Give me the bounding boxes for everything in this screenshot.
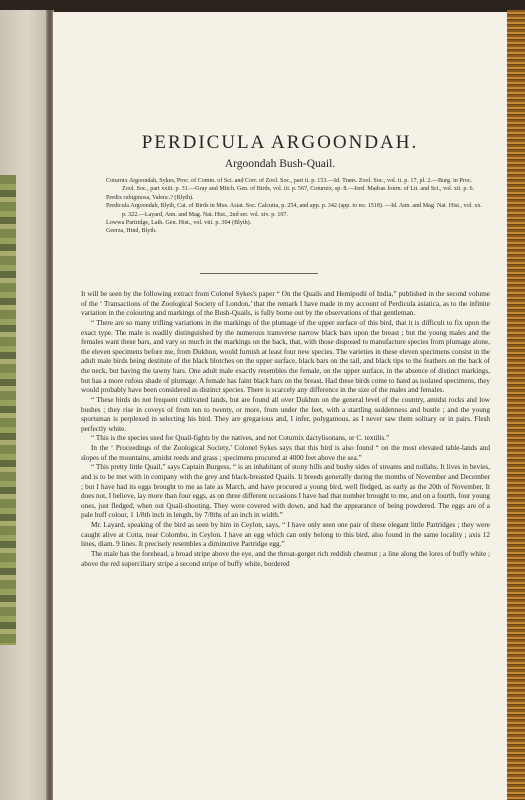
paragraph: The male has the forehead, a broad stripe above the eye, and the throat-gorget rich reddish chestnut ; a line along the lores of buffy white ; above the red superciliary stripe a second stripe of buffy white, bordered	[81, 549, 490, 568]
paragraph: “ This pretty little Quail,” says Captain Burgess, “ is an inhabitant of stony hills and bushy sides of streams and nullahs. It lives in bevies, and is to be met with in company with the grey and black-breasted Quails. It breeds generally during the months of November and December ; but I have had its eggs brought to me as late as March, and have procured a young bird, well fledged, as early as the 20th of November. It does not, I believe, lay more than four eggs, as on three different occasions I have had that number brought to me, and on a fourth, four young ones, just fledged, when out Quail-shooting. They were covered with down, and had the appearance of being powdered. The eggs are of a pale buff colour, 1 1/8th inch in length, by 7/8ths of an inch in width.”	[81, 463, 490, 520]
plate-leaf-edge	[0, 175, 16, 645]
paragraph: It will be seen by the following extract from Colonel Sykes's paper “ On the Quails and Hemipodii of India,” published in the second volume of the ‘ Transactions of the Zoological Society of London,’ that the remark I have made in my account of Perdicula asiatica, as to the infinite variation in the colouring and markings of the Bush-Quails, is fully borne out by the observations of that gentleman.	[81, 290, 490, 318]
paragraph: In the ‘ Proceedings of the Zoological Society,’ Colonel Sykes says that this bird is also found “ on the most elevated table-lands and slopes of the mountains, amidst reeds and grass ; specimens procured at 4000 feet above the sea.”	[81, 444, 490, 462]
paragraph: “ These birds do not frequent cultivated lands, but are found all over Dukhun on the general level of the country, amidst rocks and low bushes ; they rise in coveys of from ten to twenty, or more, from under the feet, with a startling suddenness and bustle ; and the young sportsman is perplexed in selecting his bird. They are gregarious and, I infer, polygamous, as I never saw them solitary or in pairs. Flesh perfectly white.	[81, 395, 490, 433]
synonym-entry: Lowwa Partridge, Lath. Gen. Hist., vol. viii. p. 304 (Blyth).	[106, 220, 252, 227]
body-text	[81, 290, 490, 569]
synonymy-list	[106, 177, 484, 236]
species-common-name: Argoondah Bush-Quail.	[224, 158, 336, 170]
synonym-entry: Coturnix Argoondah, Sykes, Proc. of Comm. of Sci. and Corr. of Zool. Soc., part ii. p. 153.—Id. Trans. Zool. Soc., vol. ii. p. 17, pl. 2.—Burg. in Proc. Zool. Soc., part xxiii. p. 31.—Gray and Mitch. Gen. of Birds, vol. iii. p. 567, Coturnix, sp. 8.—Jerd. Madras Journ. of Lit. and Sci., vol. xii. p. 6.	[106, 178, 475, 193]
paragraph: “ There are so many trifling variations in the markings of the plumage of the upper surface of this bird, that it is difficult to fix upon the exact type. The male is readily distinguished by the numerous transverse narrow black bars upon the breast ; but the young males and the females want these bars, and vary so much in the markings on the back, that, with those disposed to manufacture species from plumage alone, the eleven specimens before me, from Dukhun, would furnish at least four new species. The varieties in these eleven specimens consist in the adult male birds being destitute of the black blotches on the upper surface, black bars on the tail, and black tips to the feathers on the back of the neck, but having the tawny bars. One adult male exactly resembles the female, on the upper surface, in the absence of distinct markings, but has a more rufous shade of plumage. A female has faint black bars on the breast. Had these birds come to hand as isolated specimens, they would probably have been considered as distinct species. There is scarcely any difference in the size of the males and females.	[81, 318, 490, 395]
synonym-entry: Perdix rubiginosa, Valenc.? (Blyth).	[106, 194, 194, 201]
section-divider	[200, 273, 318, 274]
synonym-entry: Perdicula Argoondah, Blyth, Cat. of Birds in Mus. Asiat. Soc. Calcutta, p. 254, and app. p. 342 (app. to no. 1518). —Id. Ann. and Mag. Nat. Hist., vol. xx. p. 322.—Layard, Ann. and Mag. Nat. Hist., 2nd ser. vol. xiv. p. 107.	[106, 203, 482, 218]
paragraph: Mr. Layard, speaking of the bird as seen by him in Ceylon, says, “ I have only seen one pair of these elegant little Partridges ; they were caught alive at Cotta, near Colombo, in Ceylon. I have an egg which can only belong to this bird, also found in the same locality ; axis 12 lines, diam. 9 lines. It precisely resembles a diminutive Partridge egg.”	[81, 521, 490, 549]
synonym-entry: Geerza, Hind, Blyth.	[106, 228, 157, 235]
species-title: PERDICULA ARGOONDAH.	[141, 132, 419, 153]
marbled-book-edge	[507, 10, 525, 800]
paragraph: “ This is the species used for Quail-fights by the natives, and not Coturnix dactylisonans, or C. textilis.”	[91, 434, 390, 443]
